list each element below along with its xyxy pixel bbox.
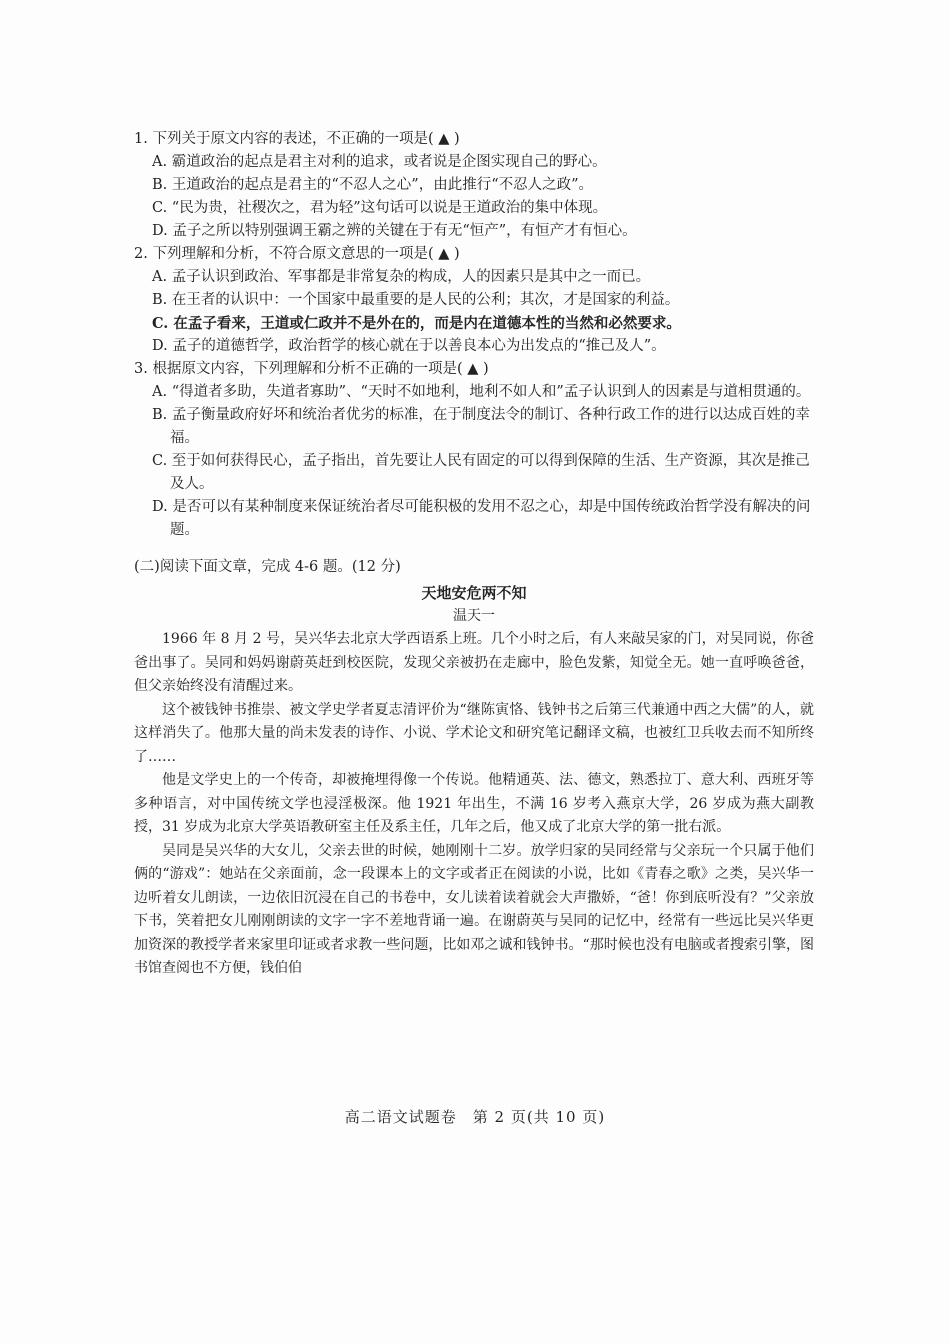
question-2: [134, 243, 814, 358]
question-stem: 3. 根据原文内容，下列理解和分析不正确的一项是( ▲ ): [134, 361, 489, 377]
question-stem: 2. 下列理解和分析，不符合原文意思的一项是( ▲ ): [134, 246, 460, 262]
question-3: [134, 358, 814, 542]
article-paragraph: 1966 年 8 月 2 号，吴兴华去北京大学西语系上班。几个小时之后，有人来敲吴家的门，对吴同说，你爸爸出事了。吴同和妈妈谢蔚英赶到校医院，发现父亲被扔在走廊中，脸色发紫，知觉全无。她一直呼唤爸爸，但父亲始终没有清醒过来。: [134, 631, 814, 694]
article-title: 天地安危两不知: [421, 584, 527, 602]
question-option: B. 在王者的认识中：一个国家中最重要的是人民的公利；其次，才是国家的利益。: [152, 292, 680, 308]
question-option: C. 在孟子看来，王道或仁政并不是外在的，而是内在道德本性的当然和必然要求。: [152, 315, 681, 332]
question-option: C. “民为贵，社稷次之，君为轻”这句话可以说是王道政治的集中体现。: [152, 200, 608, 216]
question-option: C. 至于如何获得民心，孟子指出，首先要让人民有固定的可以得到保障的生活、生产资源，其次是推己及人。: [152, 453, 810, 492]
article-paragraph: 这个被钱钟书推崇、被文学史学者夏志清评价为“继陈寅恪、钱钟书之后第三代兼通中西之大儒”的人，就这样消失了。他那大量的尚未发表的诗作、小说、学术论文和研究笔记翻译文稿，也被红卫兵收去而不知所终了……: [134, 701, 814, 765]
question-option: A. “得道者多助，失道者寡助”、“天时不如地利，地利不如人和”孟子认识到人的因素是与道相贯通的。: [152, 384, 811, 400]
article-paragraph: 他是文学史上的一个传奇，却被掩埋得像一个传说。他精通英、法、德文，熟悉拉丁、意大利、西班牙等多种语言，对中国传统文学也浸淫极深。他 1921 年出生，不满 16 岁考入燕京大学，26 岁成为燕大副教授，31 岁成为北京大学英语教研室主任及系主任，几年之后，他又成了北京大学的第一批右派。: [134, 772, 814, 835]
article-author: 温天一: [453, 608, 495, 624]
section-heading: (二)阅读下面文章，完成 4-6 题。(12 分): [134, 559, 401, 575]
question-option: D. 是否可以有某种制度来保证统治者尽可能积极的发用不忍之心，却是中国传统政治哲学没有解决的问题。: [152, 499, 811, 538]
page-footer: 高二语文试题卷 第 2 页(共 10 页): [344, 1108, 606, 1126]
question-option: D. 孟子之所以特别强调王霸之辨的关键在于有无“恒产”，有恒产才有恒心。: [152, 223, 637, 239]
question-option: A. 孟子认识到政治、军事都是非常复杂的构成，人的因素只是其中之一而已。: [152, 269, 651, 285]
question-1: [134, 128, 814, 243]
article-paragraph: 吴同是吴兴华的大女儿，父亲去世的时候，她刚刚十二岁。放学归家的吴同经常与父亲玩一个只属于他们俩的“游戏”：她站在父亲面前，念一段课本上的文字或者正在阅读的小说，比如《青春之歌》之类，吴兴华一边听着女儿朗读，一边依旧沉浸在自己的书卷中，女儿读着读着就会大声撒娇，“爸！你到底听没有？”父亲放下书，笑着把女儿刚刚朗读的文字一字不差地背诵一遍。在谢蔚英与吴同的记忆中，经常有一些远比吴兴华更加资深的教授学者来家里印证或者求教一些问题，比如邓之诚和钱钟书。“那时候也没有电脑或者搜索引擎，图书馆查阅也不方便，钱伯伯: [134, 842, 814, 976]
page-content: [134, 128, 814, 981]
question-option: A. 霸道政治的起点是君主对利的追求，或者说是企图实现自己的野心。: [152, 154, 607, 170]
question-option: D. 孟子的道德哲学，政治哲学的核心就在于以善良本心为出发点的“推己及人”。: [152, 338, 666, 354]
question-option: B. 王道政治的起点是君主的“不忍人之心”，由此推行“不忍人之政”。: [152, 177, 594, 193]
question-stem: 1. 下列关于原文内容的表述，不正确的一项是( ▲ ): [134, 131, 460, 147]
question-option: B. 孟子衡量政府好坏和统治者优劣的标准，在于制度法令的制订、各种行政工作的进行以达成百姓的幸福。: [152, 407, 810, 446]
